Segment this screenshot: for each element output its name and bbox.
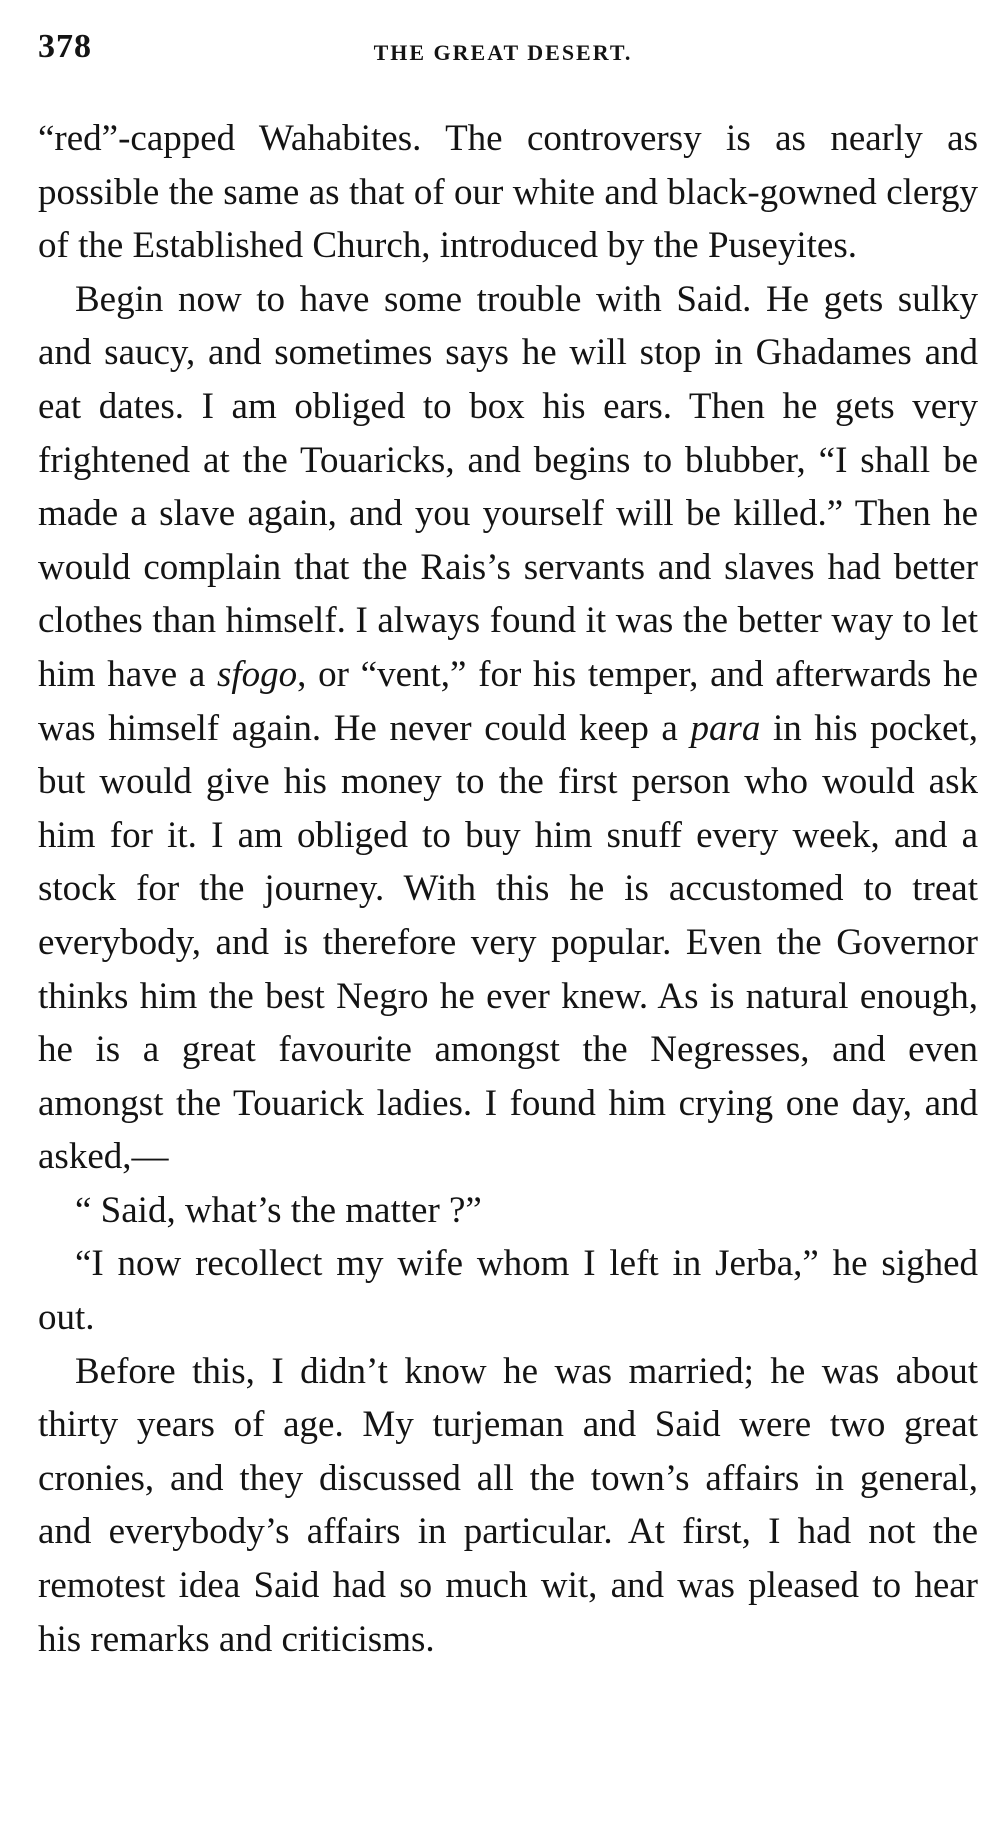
dialogue-line <box>38 1184 978 1238</box>
italic-word: para <box>690 707 761 749</box>
paragraph-text: , or “vent,” for his temper, and afterwards he was himself again. He never could keep a <box>38 653 978 749</box>
running-title: THE GREAT DESERT. <box>373 40 633 65</box>
page-header <box>38 28 968 78</box>
paragraph <box>38 112 978 273</box>
body-text <box>38 112 978 1666</box>
page-number: 378 <box>38 28 92 65</box>
dialogue-line <box>38 1237 978 1344</box>
paragraph-text: Begin now to have some trouble with Said. He gets sulky and saucy, and sometimes says he will stop in Ghadames and eat dates. I am obliged to box his ears. Then he gets very frightened at the Touaricks, and begins to blubber, “I shall be made a slave again, and you yourself will be killed.” Then he would complain that the Rais’s servants and slaves had better clothes than himself. I always found it was the better way to let him have a <box>38 278 978 695</box>
paragraph <box>38 273 978 1184</box>
paragraph-text: in his pocket, but would give his money to the first person who would ask him for it. I am obliged to buy him snuff every week, and a stock for the journey. With this he is accustomed to treat everybody, and is therefore very popular. Even the Governor thinks him the best Negro he ever knew. As is natural enough, he is a great favourite amongst the Negresses, and even amongst the Touarick ladies. I found him crying one day, and asked,— <box>38 707 978 1178</box>
paragraph-text: “red”-capped Wahabites. The controversy is as nearly as possible the same as that of our white and black-gowned clergy of the Established Church, introduced by the Puseyites. <box>38 118 978 267</box>
paragraph-text: Before this, I didn’t know he was married; he was about thirty years of age. My turjeman and Said were two great cronies, and they discussed all the town’s affairs in general, and everybody’s affairs in particular. At first, I had not the remotest idea Said had so much wit, and was pleased to hear his remarks and criticisms. <box>38 1350 978 1660</box>
paragraph-text: “ Said, what’s the matter ?” <box>75 1189 482 1231</box>
paragraph-text: “I now recollect my wife whom I left in Jerba,” he sighed out. <box>38 1243 978 1339</box>
paragraph <box>38 1345 978 1667</box>
italic-word: sfogo <box>216 653 298 695</box>
